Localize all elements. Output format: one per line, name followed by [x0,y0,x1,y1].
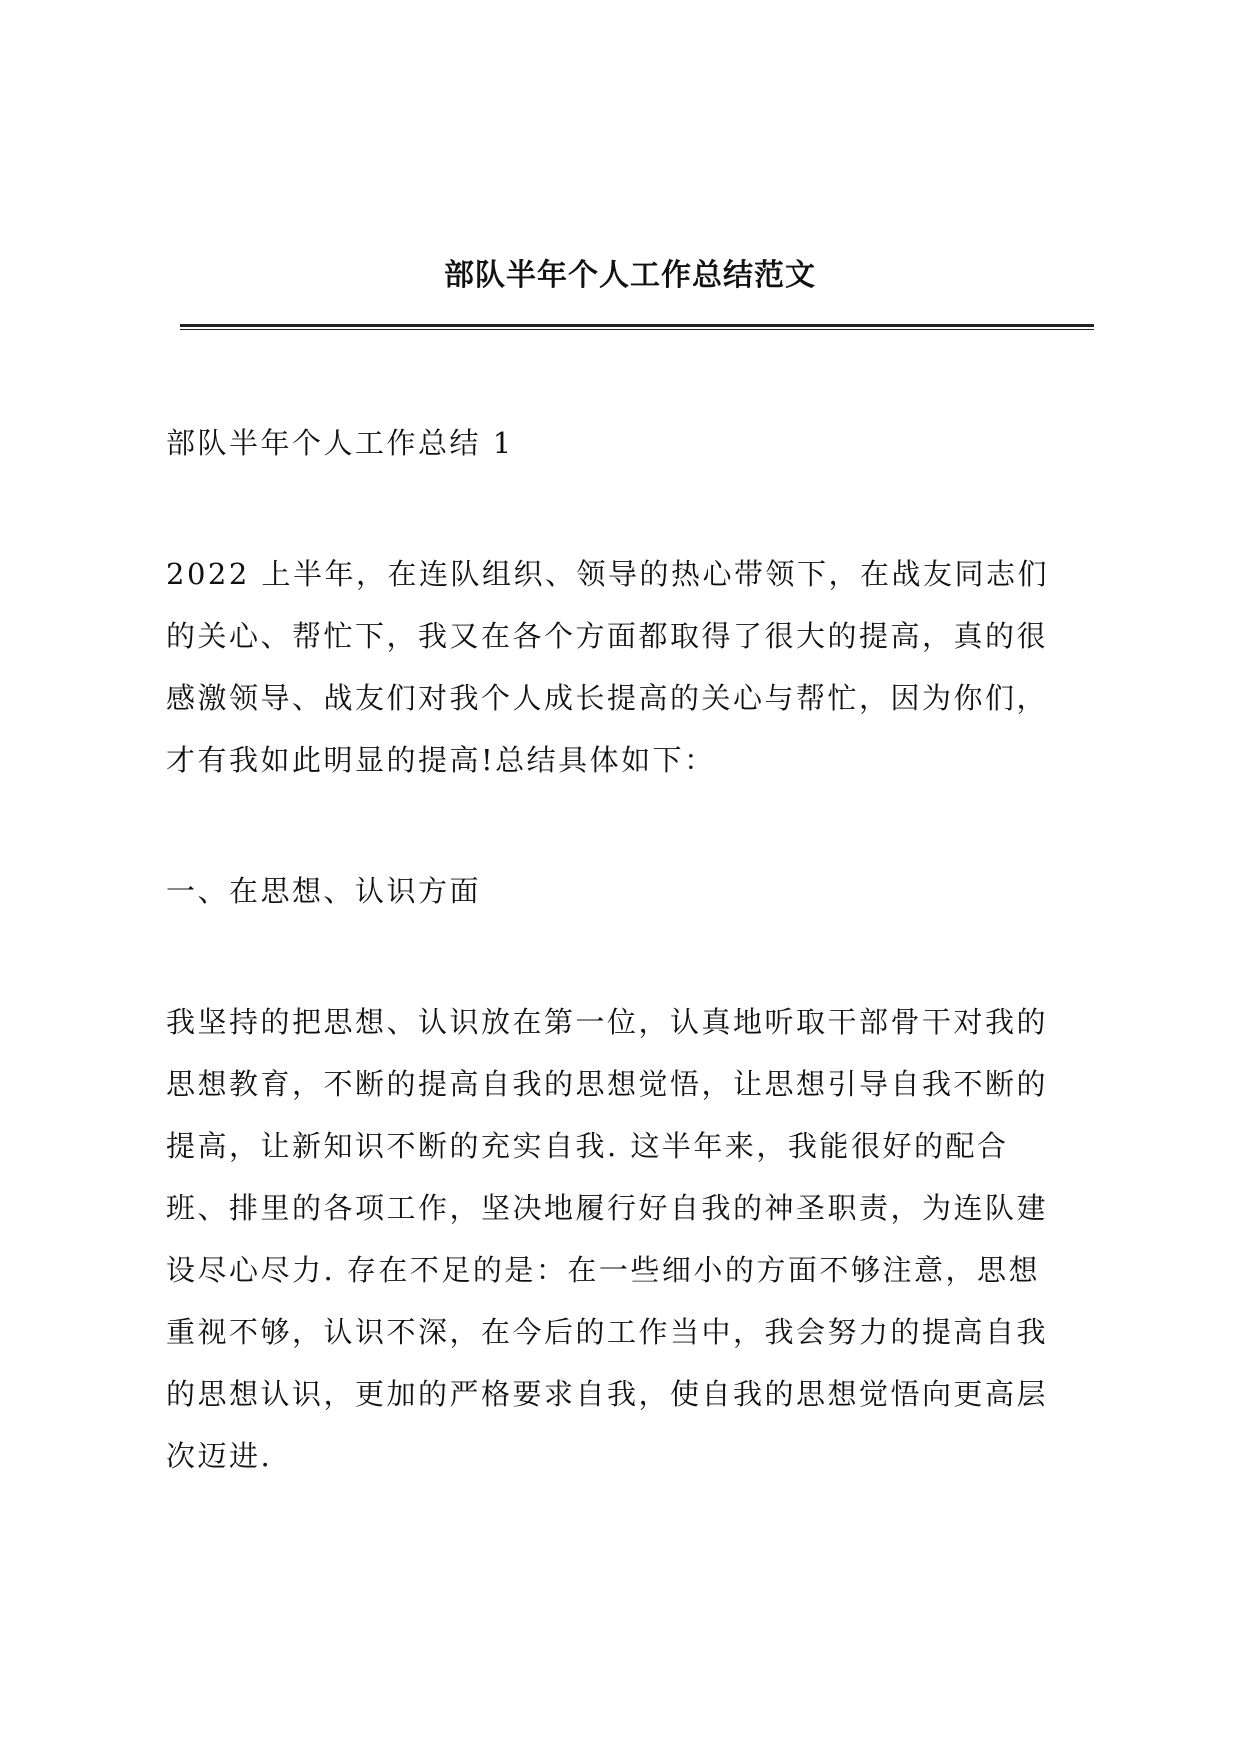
title-rule-thick [180,324,1094,327]
title-rule-thin [180,329,1094,330]
paragraph-line: 提高，让新知识不断的充实自我. 这半年来，我能很好的配合 [166,1129,1009,1163]
paragraph-line: 次迈进. [166,1439,273,1473]
paragraph-line: 2022 上半年，在连队组织、领导的热心带领下，在战友同志们 [166,557,1050,591]
paragraph-line: 的关心、帮忙下，我又在各个方面都取得了很大的提高，真的很 [166,619,1049,653]
paragraph-line: 班、排里的各项工作，坚决地履行好自我的神圣职责，为连队建 [166,1191,1049,1225]
document-title: 部队半年个人工作总结范文 [444,258,816,293]
paragraph-line: 思想教育，不断的提高自我的思想觉悟，让思想引导自我不断的 [166,1067,1049,1101]
section-subtitle: 部队半年个人工作总结 1 [166,426,514,460]
title-double-rule [180,324,1094,330]
paragraph-line: 才有我如此明显的提高!总结具体如下： [166,743,716,777]
paragraph-line: 设尽心尽力. 存在不足的是：在一些细小的方面不够注意，思想 [166,1253,1040,1287]
paragraph-line: 我坚持的把思想、认识放在第一位，认真地听取干部骨干对我的 [166,1005,1049,1039]
section-heading: 一、在思想、认识方面 [166,874,482,908]
paragraph-line: 感激领导、战友们对我个人成长提高的关心与帮忙，因为你们， [166,681,1049,715]
paragraph-line: 重视不够，认识不深，在今后的工作当中，我会努力的提高自我 [166,1315,1049,1349]
paragraph-line: 的思想认识，更加的严格要求自我，使自我的思想觉悟向更高层 [166,1377,1049,1411]
